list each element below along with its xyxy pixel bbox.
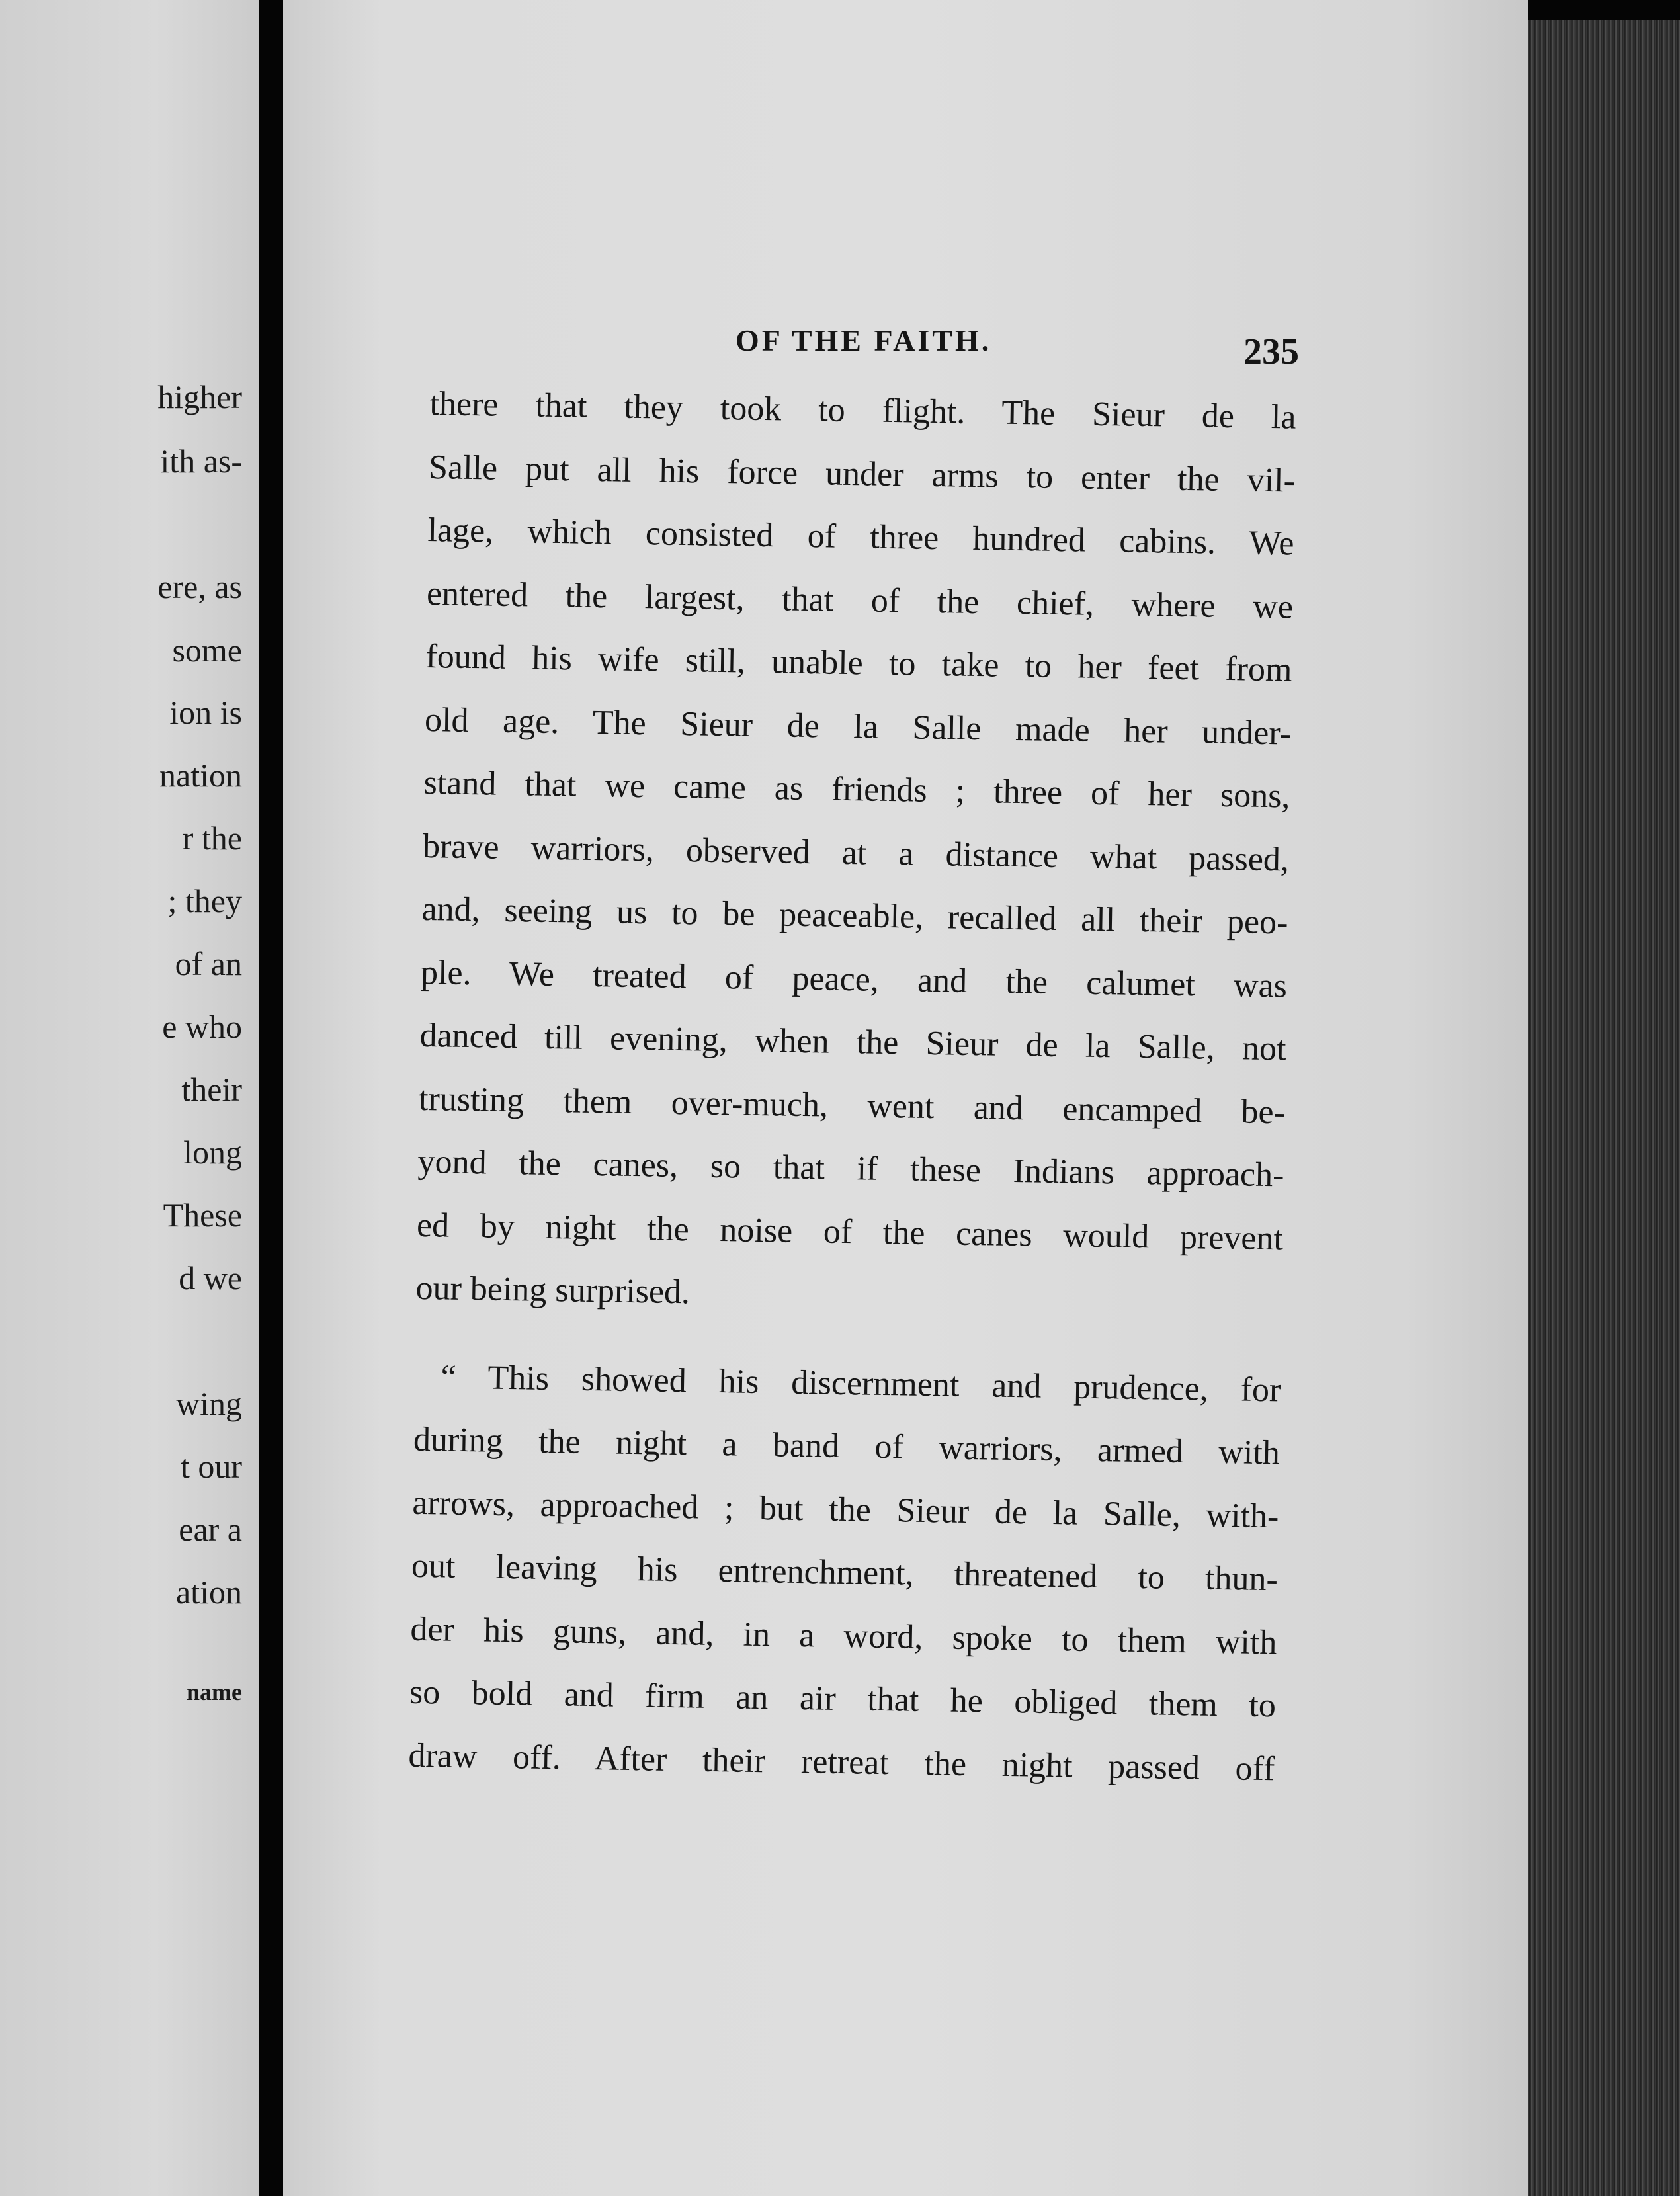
body-text <box>407 387 1296 1815</box>
text-line: der his guns, and, in a word, spoke to them with <box>410 1610 1277 1662</box>
book-gutter <box>259 0 283 2196</box>
text-line: lage, which consisted of three hundred cabins. We <box>427 511 1294 563</box>
left-page-fragment: of an <box>175 945 242 982</box>
background-band <box>1528 0 1680 20</box>
text-line: stand that we came as friends ; three of her sons, <box>423 763 1290 816</box>
text-line: during the night a band of warriors, armed with <box>413 1420 1281 1472</box>
left-page-fragment: r the <box>182 820 242 857</box>
text-line: trusting them over-much, went and encamped be- <box>418 1079 1286 1131</box>
left-page-fragment: ation <box>176 1574 242 1611</box>
text-line: ple. We treated of peace, and the calumet was <box>420 953 1288 1005</box>
left-page-fragment: t our <box>180 1448 242 1485</box>
text-line: our being surprised. <box>415 1269 691 1312</box>
text-line: there that they took to flight. The Sieur de la <box>429 385 1296 437</box>
left-page-fragment: These <box>163 1197 242 1234</box>
left-page-fragment: nation <box>159 757 242 794</box>
left-page-fragment: wing <box>176 1385 242 1422</box>
left-page-fragment: their <box>181 1071 242 1108</box>
text-line: yond the canes, so that if these Indians approach- <box>417 1142 1284 1195</box>
running-head: OF THE FAITH. <box>735 323 992 357</box>
left-page-fragment: some <box>172 632 242 669</box>
left-page-fragment: ear a <box>179 1511 242 1548</box>
left-page-fragment: ith as- <box>160 443 242 480</box>
text-line: danced till evening, when the Sieur de la Salle, not <box>419 1016 1286 1068</box>
left-page-fragment: long <box>183 1134 242 1171</box>
text-line: arrows, approached ; but the Sieur de la Salle, with- <box>412 1484 1279 1535</box>
left-page-footnote-fragment: name <box>187 1679 242 1705</box>
left-page-fragment: d we <box>179 1259 242 1296</box>
text-line: out leaving his entrenchment, threatened to thun- <box>411 1546 1279 1599</box>
text-line: so bold and firm an air that he obliged them to <box>409 1673 1277 1725</box>
text-line: “ This showed his discernment and prudence, for <box>441 1357 1281 1409</box>
page-number: 235 <box>1243 331 1299 372</box>
left-page-fragment: ; they <box>167 882 242 919</box>
text-line: Salle put all his force under arms to enter the vil- <box>428 448 1296 500</box>
left-page-fragment: ere, as <box>157 568 242 605</box>
left-facing-page <box>0 0 259 2196</box>
left-page-fragment: higher <box>157 378 242 415</box>
text-line: brave warriors, observed at a distance what passed, <box>422 827 1290 878</box>
text-line: ed by night the noise of the canes would prevent <box>416 1206 1284 1257</box>
text-line: draw off. After their retreat the night passed off <box>408 1736 1275 1788</box>
text-line: entered the largest, that of the chief, where we <box>426 574 1294 626</box>
text-line: and, seeing us to be peaceable, recalled all their peo- <box>421 890 1288 942</box>
text-line: found his wife still, unable to take to her feet from <box>425 637 1292 689</box>
left-page-fragment: e who <box>162 1008 242 1045</box>
left-page-fragment: ion is <box>169 694 242 731</box>
text-line: old age. The Sieur de la Salle made her under- <box>424 700 1292 753</box>
book-page-edges <box>1528 20 1680 2196</box>
